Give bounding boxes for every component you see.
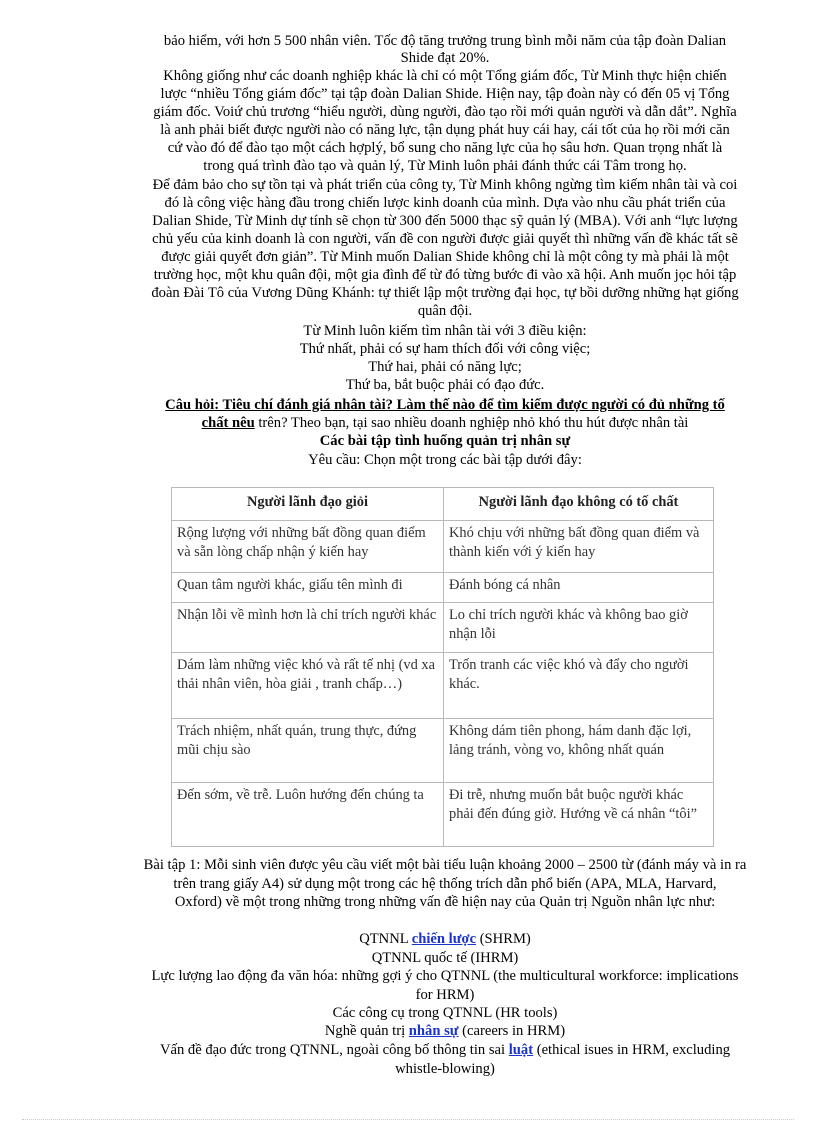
text-line: đoàn Đài Tô của Vương Dũng Khánh: tự thiết lập một trường đại học, tự bồi dưỡng những hạt giống (151, 285, 739, 301)
table-cell: Lo chỉ trích người khác và không bao giờ nhận lỗi (444, 603, 714, 653)
text-line: cứ vào đó để đào tạo một cách hợplý, bổ sung cho năng lực của họ sâu hơn. Quan trọng nhất là (167, 140, 723, 156)
text-line: đó là công việc hàng đầu trong chiến lược kinh doanh của mình. Dựa vào nhu cầu phát triển của (164, 195, 726, 211)
topic-item: whistle-blowing) (395, 1061, 495, 1077)
topic-text: QTNNL (359, 931, 412, 947)
table-cell: Đi trễ, nhưng muốn bắt buộc người khác phải đến đúng giờ. Hướng về cá nhân “tôi” (444, 783, 714, 847)
text-line: lược “nhiều Tổng giám đốc” tại tập đoàn Dalian Shide. Hiện nay, tập đoàn này có đến 05 vị Tổng (160, 86, 730, 102)
text-line: được giải quyết đơn giản”. Từ Minh muốn Dalian Shide không chỉ là một công ty mà phải là một (161, 249, 729, 265)
hr-link[interactable]: nhân sự (408, 1023, 459, 1039)
table-cell: Đánh bóng cá nhân (444, 573, 714, 603)
text-line: trường học, một khu quân đội, một gia đình để từ đó từng bước đi vào xã hội. Anh muốn jọc hỏi tập (153, 267, 737, 283)
requirement-text: Yêu cầu: Chọn một trong các bài tập dưới đây: (308, 452, 582, 468)
text-line: Thứ nhất, phải có sự ham thích đối với công việc; (299, 341, 591, 357)
page-bottom-divider (22, 1119, 794, 1120)
table-row (172, 573, 714, 603)
table-row (172, 719, 714, 783)
topic-item: QTNNL quốc tế (IHRM) (371, 950, 519, 966)
topic-item (100, 1023, 790, 1040)
text-line: quân đội. (417, 303, 473, 319)
text-line: Không giống như các doanh nghiệp khác là chỉ có một Tổng giám đốc, Từ Minh thực hiện chiến (163, 68, 727, 84)
question-bold-part: chất nêu (201, 415, 255, 431)
table-cell: Quan tâm người khác, giấu tên mình đi (172, 573, 444, 603)
table-cell: Đến sớm, về trễ. Luôn hướng đến chúng ta (172, 783, 444, 847)
text-line: giám đốc. Voiứ chủ trương “hiểu người, dùng người, đào tạo rồi mới quản người và dẫn dắt”. Nghĩa (153, 104, 737, 120)
text-line: Dalian Shide, Từ Minh dự tính sẽ chọn từ 300 đến 5000 thạc sỹ quản lý (MBA). Với anh “lực lượng (152, 213, 738, 229)
text-line: là anh phải biết được người nào có năng lực, tận dụng phát huy cái hay, cái tốt của họ rồi mới căn (160, 122, 730, 138)
topic-text: (ethical isues in HRM, excluding (533, 1042, 731, 1058)
exercise-line: Oxford) về một trong những trong những vấn đề hiện nay của Quản trị Nguồn nhân lực như: (174, 894, 716, 910)
table-cell: Khó chịu với những bất đồng quan điểm và thành kiến với ý kiến hay (444, 521, 714, 573)
table-cell: Không dám tiên phong, hám danh đặc lợi, lảng tránh, vòng vo, không nhất quán (444, 719, 714, 783)
exercise-line: Bài tập 1: Mỗi sinh viên được yêu cầu viết một bài tiểu luận khoảng 2000 – 2500 từ (đánh máy và in ra (143, 857, 747, 873)
text-line: bảo hiểm, với hơn 5 500 nhân viên. Tốc độ tăng trưởng trung bình mỗi năm của tập đoàn Dalian (163, 33, 727, 49)
table-row (172, 653, 714, 719)
topic-item (100, 931, 790, 948)
text-line: chủ yếu của kinh doanh là con người, vấn đề con người được giải quyết thì những vấn đề khác tất sẽ (152, 231, 738, 247)
text-line: Để đảm bảo cho sự tồn tại và phát triển của công ty, Từ Minh không ngừng tìm kiếm nhân tài và coi (152, 177, 738, 193)
exercise-line: trên trang giấy A4) sử dụng một trong các hệ thống trích dẫn phổ biến (APA, MLA, Harvard, (173, 876, 717, 892)
table-header-row (172, 488, 714, 521)
leader-comparison-table (171, 487, 714, 847)
table-header: Người lãnh đạo không có tố chất (444, 488, 714, 521)
table-cell: Trốn tranh các việc khó và đẩy cho người khác. (444, 653, 714, 719)
text-line: trong quá trình đào tạo và quản lý, Từ Minh luôn phải đánh thức cái Tâm trong họ. (203, 158, 687, 174)
text-line: Từ Minh luôn kiếm tìm nhân tài với 3 điều kiện: (303, 323, 587, 339)
table-row (172, 783, 714, 847)
topic-item: for HRM) (415, 987, 475, 1003)
table-cell: Rộng lượng với những bất đồng quan điểm và sẵn lòng chấp nhận ý kiến hay (172, 521, 444, 573)
topic-item: Các công cụ trong QTNNL (HR tools) (332, 1005, 558, 1021)
topic-text: Nghề quản trị (324, 1023, 409, 1039)
topic-item (100, 1042, 790, 1059)
question-heading: Câu hỏi: Tiêu chí đánh giá nhân tài? Làm thế nào để tìm kiếm được người có đủ những tố (165, 397, 725, 413)
text-line: Thứ hai, phải có năng lực; (368, 359, 522, 375)
question-line (100, 415, 790, 432)
section-title: Các bài tập tình huống quản trị nhân sự (319, 433, 571, 449)
topic-text: (SHRM) (476, 931, 531, 947)
text-line: Shide đạt 20%. (400, 50, 490, 66)
table-row (172, 603, 714, 653)
table-cell: Trách nhiệm, nhất quán, trung thực, đứng mũi chịu sào (172, 719, 444, 783)
topic-item: Lực lượng lao động đa văn hóa: những gợi ý cho QTNNL (the multicultural workforce: implications (151, 968, 739, 984)
topic-text: Vấn đề đạo đức trong QTNNL, ngoài công bố thông tin sai (159, 1042, 509, 1058)
table-cell: Dám làm những việc khó và rất tế nhị (vd xa thải nhân viên, hòa giải , tranh chấp…) (172, 653, 444, 719)
topic-text: (careers in HRM) (458, 1023, 566, 1039)
table-header: Người lãnh đạo giỏi (172, 488, 444, 521)
law-link[interactable]: luật (508, 1042, 534, 1058)
strategy-link[interactable]: chiến lược (411, 931, 477, 947)
table-row (172, 521, 714, 573)
text-line: Thứ ba, bắt buộc phải có đạo đức. (345, 377, 545, 393)
table-cell: Nhận lỗi về mình hơn là chỉ trích người khác (172, 603, 444, 653)
question-rest: trên? Theo bạn, tại sao nhiều doanh nghiệp nhỏ khó thu hút được nhân tài (254, 415, 689, 431)
